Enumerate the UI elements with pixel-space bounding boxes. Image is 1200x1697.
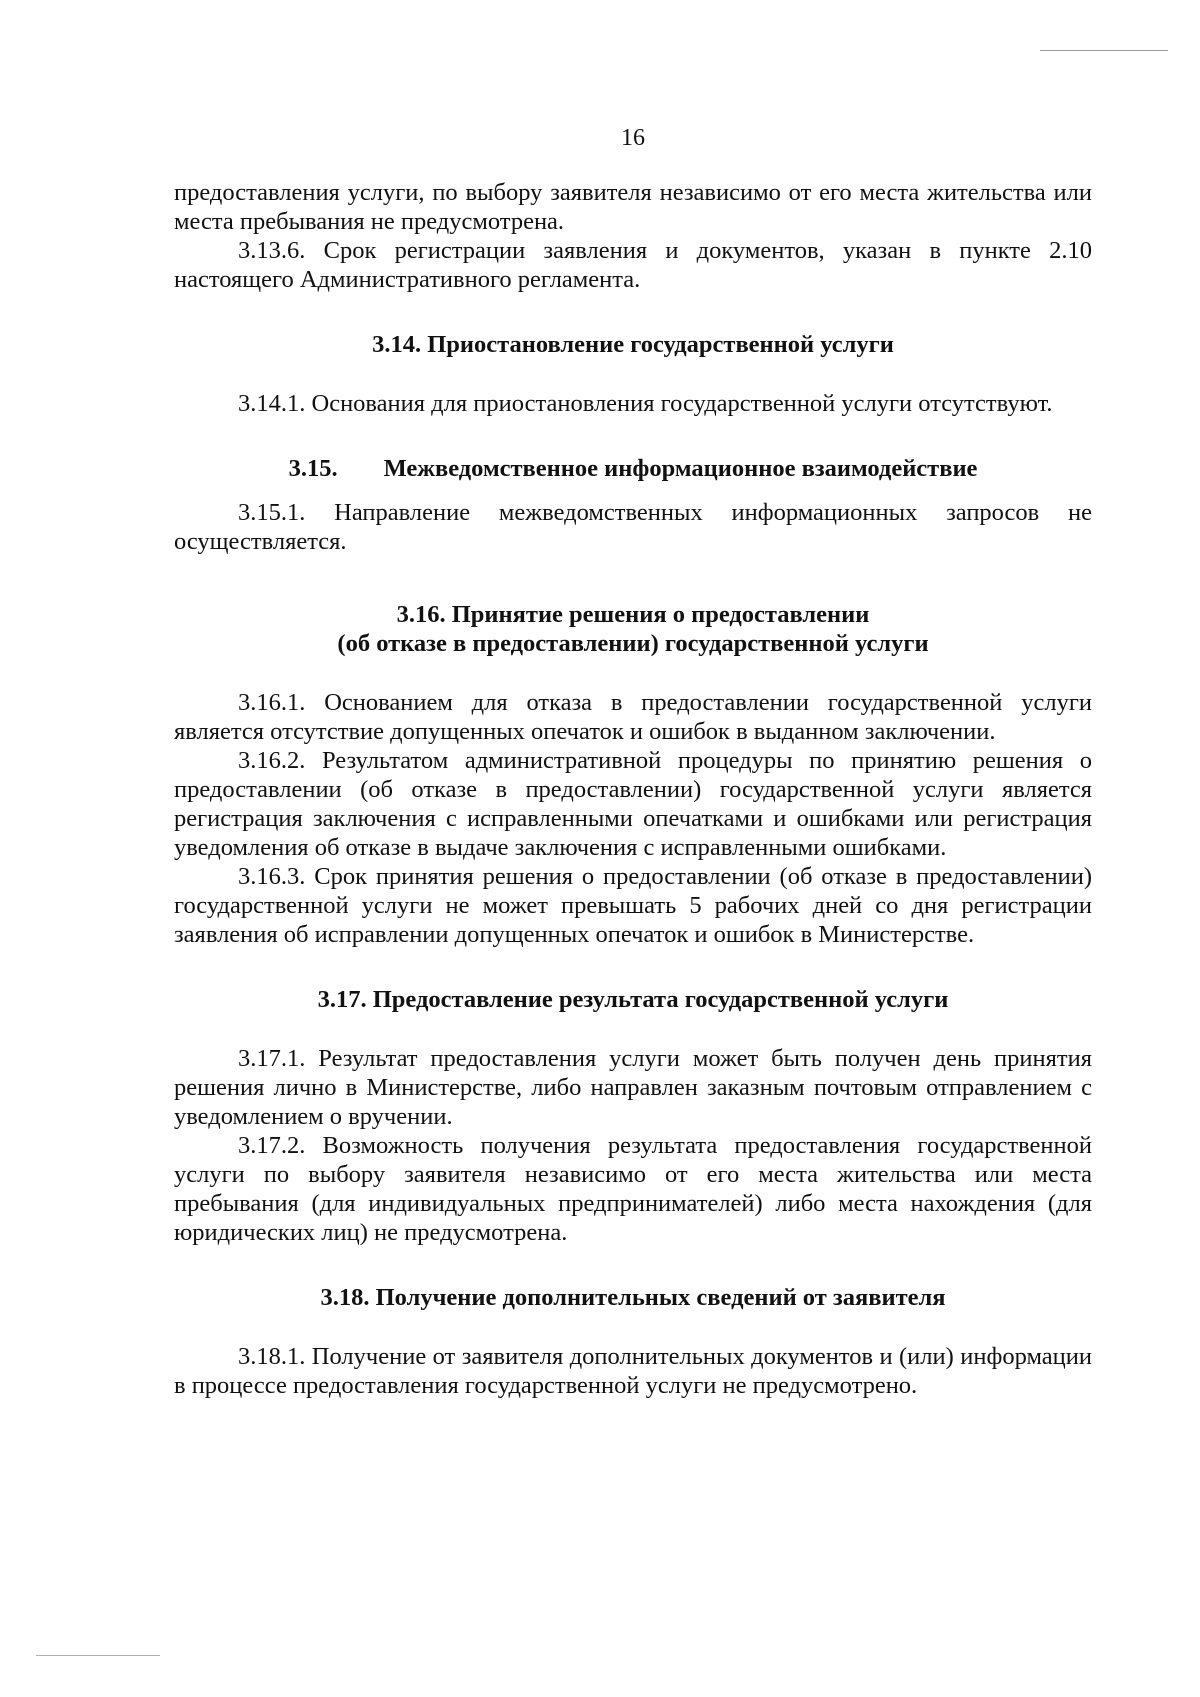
heading-3-16	[174, 600, 1092, 658]
heading-3-16-line1: 3.16. Принятие решения о предоставлении	[396, 601, 870, 628]
heading-3-15	[174, 454, 1092, 483]
heading-3-14: 3.14. Приостановление государственной услуги	[372, 331, 894, 358]
heading-3-16-line2: (об отказе в предоставлении) государственной услуги	[337, 630, 929, 657]
paragraph-continuation: предоставления услуги, по выбору заявителя независимо от его места жительства или места пребывания не предусмотрена.	[174, 179, 1092, 235]
paragraph-3-16-2: 3.16.2. Результатом административной процедуры по принятию решения о предоставлении (об отказе в предоставлении) государственной услуги является регистрация заключения с исправленными опечатками и ошибками или регистрация уведомления об отказе в выдаче заключения с исправленными ошибками.	[174, 747, 1092, 861]
heading-3-15-number: 3.15.	[288, 455, 338, 482]
paragraph-3-17-2: 3.17.2. Возможность получения результата предоставления государственной услуги по выбору заявителя независимо от его места жительства или места пребывания (для индивидуальных предпринимателей) либо места нахождения (для юридических лиц) не предусмотрена.	[174, 1132, 1092, 1246]
scan-artifact-line	[36, 1655, 160, 1656]
heading-3-15-title: Межведомственное информационное взаимодействие	[383, 455, 978, 482]
document-body	[174, 178, 1092, 1400]
heading-3-18: 3.18. Получение дополнительных сведений от заявителя	[320, 1284, 946, 1311]
scan-artifact-line	[1040, 50, 1168, 51]
paragraph-3-16-1: 3.16.1. Основанием для отказа в предоставлении государственной услуги является отсутствие допущенных опечаток и ошибок в выданном заключении.	[174, 689, 1092, 745]
heading-3-17: 3.17. Предоставление результата государственной услуги	[317, 986, 949, 1013]
paragraph-3-16-3: 3.16.3. Срок принятия решения о предоставлении (об отказе в предоставлении) государственной услуги не может превышать 5 рабочих дней со дня регистрации заявления об исправлении допущенных опечаток и ошибок в Министерстве.	[174, 863, 1092, 948]
paragraph-3-17-1: 3.17.1. Результат предоставления услуги может быть получен день принятия решения лично в Министерстве, либо направлен заказным почтовым отправлением с уведомлением о вручении.	[174, 1045, 1092, 1130]
paragraph-3-13-6: 3.13.6. Срок регистрации заявления и документов, указан в пункте 2.10 настоящего Административного регламента.	[174, 237, 1092, 293]
page-number: 16	[621, 125, 645, 151]
paragraph-3-15-1: 3.15.1. Направление межведомственных информационных запросов не осуществляется.	[174, 499, 1092, 555]
paragraph-3-18-1: 3.18.1. Получение от заявителя дополнительных документов и (или) информации в процессе предоставления государственной услуги не предусмотрено.	[174, 1343, 1092, 1399]
paragraph-3-14-1: 3.14.1. Основания для приостановления государственной услуги отсутствуют.	[238, 390, 1053, 417]
